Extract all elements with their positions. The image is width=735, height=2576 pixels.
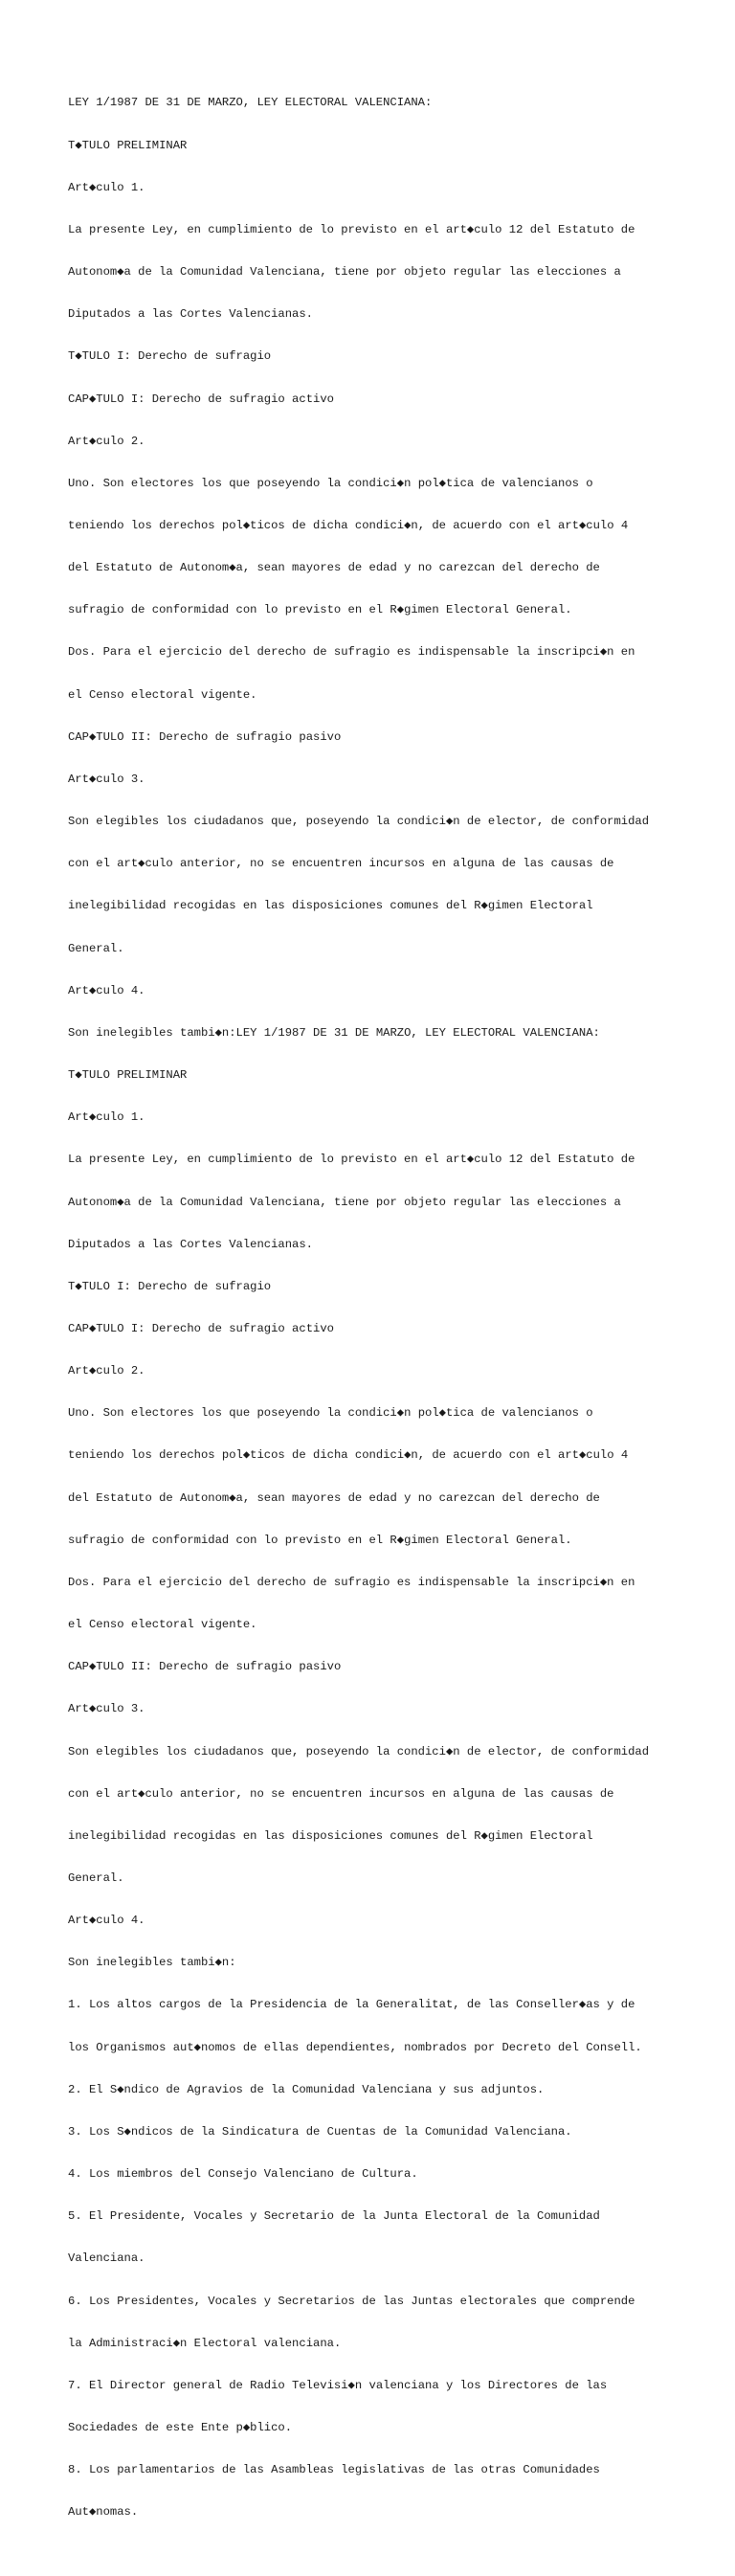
text-line: inelegibilidad recogidas en las disposiciones comunes del R◆gimen Electoral <box>68 899 593 913</box>
text-line: el Censo electoral vigente. <box>68 1618 257 1632</box>
text-line: Aut◆nomas. <box>68 2505 139 2520</box>
text-line: sufragio de conformidad con lo previsto en el R◆gimen Electoral General. <box>68 603 572 617</box>
text-line: T◆TULO PRELIMINAR <box>68 1068 188 1083</box>
text-line: Art◆culo 2. <box>68 434 145 448</box>
text-line: con el art◆culo anterior, no se encuentren incursos en alguna de las causas de <box>68 857 614 871</box>
text-line: con el art◆culo anterior, no se encuentren incursos en alguna de las causas de <box>68 1786 614 1801</box>
text-line: sufragio de conformidad con lo previsto en el R◆gimen Electoral General. <box>68 1533 572 1547</box>
text-line: 5. El Presidente, Vocales y Secretario de la Junta Electoral de la Comunidad <box>68 2209 600 2224</box>
text-line: la Administraci◆n Electoral valenciana. <box>68 2336 342 2350</box>
text-line: 4. Los miembros del Consejo Valenciano de Cultura. <box>68 2167 418 2182</box>
text-line: 3. Los S◆ndicos de la Sindicatura de Cuentas de la Comunidad Valenciana. <box>68 2124 572 2139</box>
text-line: los Organismos aut◆nomos de ellas dependientes, nombrados por Decreto del Consell. <box>68 2040 642 2054</box>
text-line: Dos. Para el ejercicio del derecho de sufragio es indispensable la inscripci◆n en <box>68 645 635 660</box>
text-line: teniendo los derechos pol◆ticos de dicha condici◆n, de acuerdo con el art◆culo 4 <box>68 1448 629 1463</box>
document-body <box>68 68 728 2576</box>
text-line: 2. El S◆ndico de Agravios de la Comunidad Valenciana y sus adjuntos. <box>68 2082 545 2096</box>
text-line: Art◆culo 1. <box>68 1110 145 1125</box>
text-line: Valenciana. <box>68 2251 145 2266</box>
text-line: Autonom◆a de la Comunidad Valenciana, tiene por objeto regular las elecciones a <box>68 265 621 280</box>
text-line: Art◆culo 1. <box>68 180 145 194</box>
text-line: CAP◆TULO I: Derecho de sufragio activo <box>68 1321 334 1335</box>
text-line: Son inelegibles tambi◆n:LEY 1/1987 DE 31 DE MARZO, LEY ELECTORAL VALENCIANA: <box>68 1025 600 1040</box>
text-line: inelegibilidad recogidas en las disposiciones comunes del R◆gimen Electoral <box>68 1828 593 1843</box>
text-line: Art◆culo 3. <box>68 1702 145 1716</box>
text-line: 8. Los parlamentarios de las Asambleas legislativas de las otras Comunidades <box>68 2463 600 2477</box>
text-line: Autonom◆a de la Comunidad Valenciana, tiene por objeto regular las elecciones a <box>68 1195 621 1209</box>
text-line: del Estatuto de Autonom◆a, sean mayores de edad y no carezcan del derecho de <box>68 1490 600 1505</box>
text-line: T◆TULO PRELIMINAR <box>68 138 188 152</box>
text-line: La presente Ley, en cumplimiento de lo previsto en el art◆culo 12 del Estatuto de <box>68 222 635 236</box>
text-line: Uno. Son electores los que poseyendo la condici◆n pol◆tica de valencianos o <box>68 1406 593 1421</box>
text-line: Art◆culo 3. <box>68 772 145 786</box>
text-line: Art◆culo 4. <box>68 1914 145 1928</box>
text-line: La presente Ley, en cumplimiento de lo previsto en el art◆culo 12 del Estatuto de <box>68 1153 635 1167</box>
text-line: Sociedades de este Ente p◆blico. <box>68 2421 293 2435</box>
text-line: General. <box>68 1871 124 1885</box>
text-line: teniendo los derechos pol◆ticos de dicha condici◆n, de acuerdo con el art◆culo 4 <box>68 519 629 532</box>
text-line: 6. Los Presidentes, Vocales y Secretarios de las Juntas electorales que comprende <box>68 2294 635 2308</box>
text-line: 1. Los altos cargos de la Presidencia de la Generalitat, de las Conseller◆as y de <box>68 1998 635 2012</box>
text-line: Son elegibles los ciudadanos que, poseyendo la condici◆n de elector, de conformidad <box>68 1744 650 1758</box>
text-line: Son inelegibles tambi◆n: <box>68 1956 236 1970</box>
text-line: Uno. Son electores los que poseyendo la condici◆n pol◆tica de valencianos o <box>68 476 593 490</box>
text-line: Diputados a las Cortes Valencianas. <box>68 1237 313 1251</box>
text-line: LEY 1/1987 DE 31 DE MARZO, LEY ELECTORAL VALENCIANA: <box>68 96 433 110</box>
text-line: Dos. Para el ejercicio del derecho de sufragio es indispensable la inscripci◆n en <box>68 1575 635 1589</box>
text-line: del Estatuto de Autonom◆a, sean mayores de edad y no carezcan del derecho de <box>68 561 600 575</box>
text-line: General. <box>68 941 124 955</box>
text-line: CAP◆TULO I: Derecho de sufragio activo <box>68 392 334 406</box>
text-line: 7. El Director general de Radio Televisi◆n valenciana y los Directores de las <box>68 2378 608 2392</box>
text-line: T◆TULO I: Derecho de sufragio <box>68 1279 272 1293</box>
text-line: Diputados a las Cortes Valencianas. <box>68 307 313 322</box>
text-line: CAP◆TULO II: Derecho de sufragio pasivo <box>68 1660 342 1674</box>
text-line <box>68 2548 728 2563</box>
text-line: CAP◆TULO II: Derecho de sufragio pasivo <box>68 729 342 744</box>
text-line: T◆TULO I: Derecho de sufragio <box>68 349 272 364</box>
text-line: Son elegibles los ciudadanos que, poseyendo la condici◆n de elector, de conformidad <box>68 815 650 829</box>
text-line: el Censo electoral vigente. <box>68 687 257 702</box>
text-line: Art◆culo 2. <box>68 1364 145 1378</box>
text-line: Art◆culo 4. <box>68 983 145 997</box>
